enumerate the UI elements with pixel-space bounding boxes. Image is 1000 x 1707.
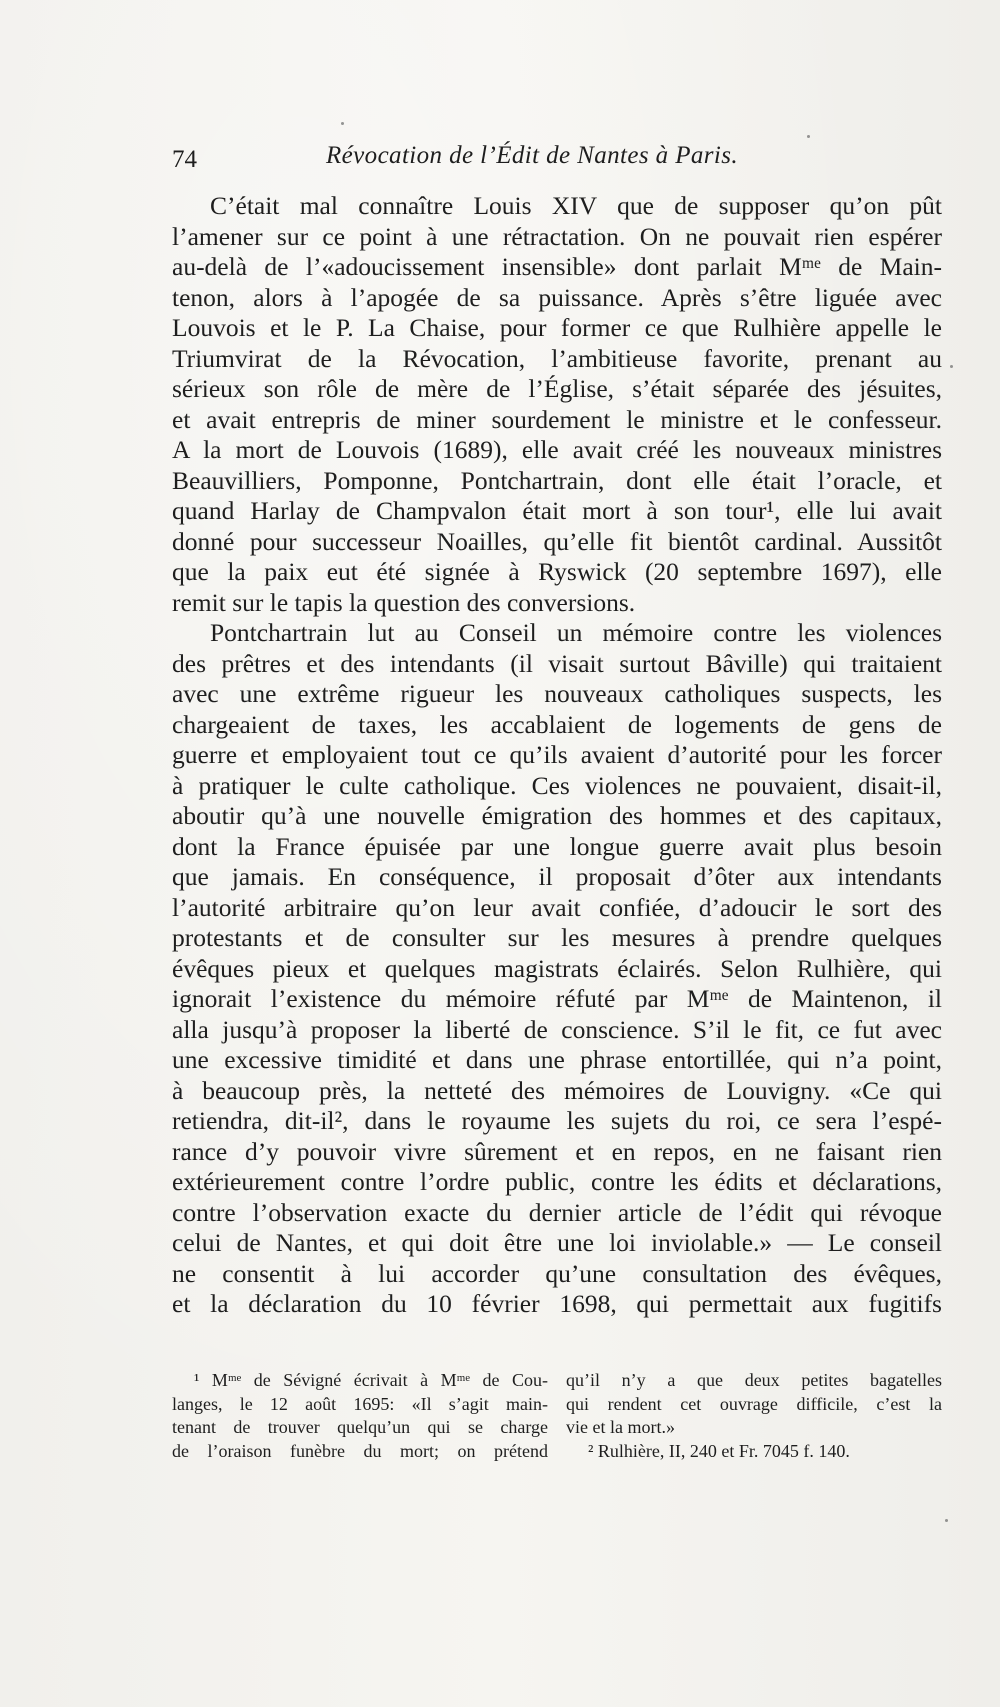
- text-line: une excessive timidité et dans une phrase entortillée, qui n’a point,: [172, 1045, 942, 1074]
- text-line: sérieux son rôle de mère de l’Église, s’était séparée des jésuites,: [172, 374, 942, 403]
- paper-speck: [950, 365, 953, 368]
- running-title: Révocation de l’Édit de Nantes à Paris.: [326, 142, 739, 169]
- text-line: C’était mal connaître Louis XIV que de supposer qu’on pût: [210, 191, 942, 220]
- footnote-line: tenant de trouver quelqu’un qui se charge: [172, 1417, 548, 1438]
- text-line: évêques pieux et quelques magistrats éclairés. Selon Rulhière, qui: [172, 953, 942, 983]
- page-number: 74: [172, 146, 197, 173]
- text-line: aboutir qu’à une nouvelle émigration des hommes et des capitaux,: [172, 801, 942, 830]
- text-line: celui de Nantes, et qui doit être une loi inviolable.» — Le conseil: [172, 1228, 942, 1257]
- text-line: alla jusqu’à proposer la liberté de conscience. S’il le fit, ce fut avec: [172, 1014, 942, 1044]
- paper-speck: [945, 1519, 948, 1522]
- text-line: ne consentit à lui accorder qu’une consultation des évêques,: [172, 1258, 942, 1288]
- footnote-line: de l’oraison funèbre du mort; on prétend: [172, 1440, 548, 1461]
- text-line: l’amener sur ce point à une rétractation. On ne pouvait rien espérer: [172, 221, 942, 251]
- text-line: contre l’observation exacte du dernier article de l’édit qui révoque: [172, 1197, 942, 1227]
- text-line: avec une extrême rigueur les nouveaux catholiques suspects, les: [172, 679, 942, 708]
- text-line: quand Harlay de Champvalon était mort à son tour¹, elle lui avait: [172, 496, 942, 525]
- text-line: guerre et employaient tout ce qu’ils avaient d’autorité pour les forcer: [172, 740, 942, 769]
- text-line: et avait entrepris de miner sourdement le ministre et le confesseur.: [172, 404, 942, 434]
- text-line: protestants et de consulter sur les mesures à prendre quelques: [172, 923, 942, 952]
- text-line: des prêtres et des intendants (il visait surtout Bâville) qui traitaient: [172, 648, 942, 678]
- footnote-line: qui rendent cet ouvrage difficile, c’est la: [566, 1393, 942, 1414]
- text-line: dont la France épuisée par une longue guerre avait plus besoin: [172, 831, 942, 861]
- footnote-line: ¹ Mᵐᵉ de Sévigné écrivait à Mᵐᵉ de Cou-: [194, 1370, 548, 1390]
- text-line: Triumvirat de la Révocation, l’ambitieuse favorite, prenant au: [172, 343, 942, 373]
- text-line: chargeaient de taxes, les accablaient de logements de gens de: [172, 709, 942, 739]
- text-line: ignorait l’existence du mémoire réfuté par Mᵐᵉ de Maintenon, il: [172, 984, 942, 1013]
- footnote-line: vie et la mort.»: [566, 1417, 675, 1438]
- footnotes-left-column: [172, 1369, 548, 1463]
- text-line: extérieurement contre l’ordre public, contre les édits et déclarations,: [172, 1167, 942, 1196]
- text-line: à beaucoup près, la netteté des mémoires de Louvigny. «Ce qui: [172, 1075, 942, 1105]
- text-line: remit sur le tapis la question des conversions.: [172, 587, 636, 617]
- footnote-line: ² Rulhière, II, 240 et Fr. 7045 f. 140.: [588, 1440, 850, 1461]
- footnote-line: langes, le 12 août 1695: «Il s’agit main-: [172, 1393, 548, 1414]
- page-header: [172, 140, 784, 180]
- text-line: tenon, alors à l’apogée de sa puissance. Après s’être liguée avec: [172, 282, 942, 312]
- text-line: et la déclaration du 10 février 1698, qui permettait aux fugitifs: [172, 1289, 942, 1318]
- text-line: Beauvilliers, Pomponne, Pontchartrain, dont elle était l’oracle, et: [172, 465, 942, 495]
- text-line: retiendra, dit-il², dans le royaume les sujets du roi, ce sera l’espé-: [172, 1106, 942, 1135]
- text-line: l’autorité arbitraire qu’on leur avait confiée, d’adoucir le sort des: [172, 892, 942, 922]
- text-line: à pratiquer le culte catholique. Ces violences ne pouvaient, disait-il,: [172, 770, 942, 800]
- text-line: Pontchartrain lut au Conseil un mémoire contre les violences: [210, 618, 942, 647]
- text-line: donné pour successeur Noailles, qu’elle fit bientôt cardinal. Aussitôt: [172, 526, 942, 556]
- text-line: Louvois et le P. La Chaise, pour former ce que Rulhière appelle le: [172, 313, 942, 342]
- main-text: [172, 191, 942, 1320]
- text-line: au-delà de l’«adoucissement insensible» dont parlait Mᵐᵉ de Main-: [172, 252, 942, 281]
- text-line: que la paix eut été signée à Ryswick (20 septembre 1697), elle: [172, 557, 942, 586]
- paper-speck: [341, 122, 344, 125]
- paper-speck: [807, 135, 810, 138]
- text-line: A la mort de Louvois (1689), elle avait créé les nouveaux ministres: [172, 435, 942, 464]
- text-line: rance d’y pouvoir vivre sûrement et en repos, en ne faisant rien: [172, 1136, 942, 1166]
- footnote-line: qu’il n’y a que deux petites bagatelles: [566, 1370, 942, 1390]
- text-line: que jamais. En conséquence, il proposait d’ôter aux intendants: [172, 862, 942, 891]
- footnotes-right-column: [566, 1369, 942, 1463]
